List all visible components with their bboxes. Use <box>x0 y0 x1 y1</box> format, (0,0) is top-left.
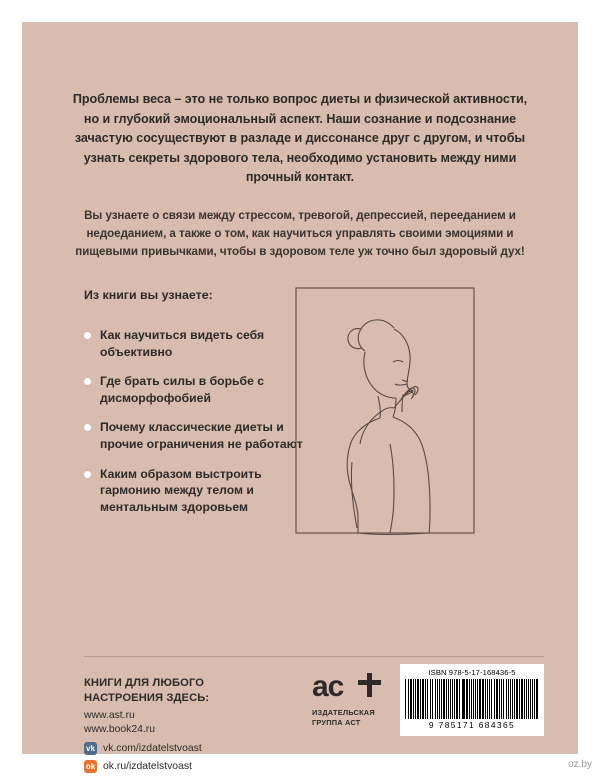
cover-footer <box>84 668 544 772</box>
description-paragraph-2: Вы узнаете о связи между стрессом, тревогой, депрессией, перееданием и недоеданием, а также о том, как научиться управлять своими эмоциями и пищевыми привычками, чтобы в здоровом теле уж точно был здоровый дух! <box>75 208 525 258</box>
list-item-label: Где брать силы в борьбе с дисморфофобией <box>100 374 265 405</box>
barcode-block <box>400 664 544 736</box>
list-item-label: Почему классические диеты и прочие ограничения не работают <box>100 420 303 451</box>
social-link-ok-label: ok.ru/izdatelstvoast <box>103 761 192 772</box>
social-link-vk[interactable] <box>84 742 294 755</box>
barcode-bars <box>405 679 539 719</box>
footer-title-line-2: НАСТРОЕНИЯ ЗДЕСЬ: <box>84 691 210 704</box>
publisher-name-line-1: ИЗДАТЕЛЬСКАЯ <box>312 708 375 717</box>
woman-line-art-illustration <box>290 284 482 552</box>
isbn-text: ISBN 978-5-17-168436-5 <box>428 668 516 677</box>
footer-url-book24[interactable]: www.book24.ru <box>84 724 156 735</box>
footer-title-line-1: КНИГИ ДЛЯ ЛЮБОГО <box>84 677 205 689</box>
list-item-label: Каким образом выстроить гармонию между телом и ментальным здоровьем <box>100 466 262 514</box>
publisher-logo <box>312 670 390 727</box>
list-item <box>84 419 309 452</box>
plus-icon-horizontal <box>358 680 381 685</box>
list-item-label: Как научиться видеть себя объективно <box>100 328 265 359</box>
list-heading: Из книги вы узнаете: <box>84 288 213 302</box>
plus-icon-vertical <box>367 673 372 697</box>
bullet-dot-icon <box>84 424 91 431</box>
barcode-digits: 9 785171 684365 <box>428 720 516 730</box>
social-link-ok[interactable] <box>84 760 294 773</box>
footer-url-ast[interactable]: www.ast.ru <box>84 710 135 721</box>
list-item <box>84 373 309 406</box>
book-back-cover <box>22 22 578 772</box>
watermark: oz.by <box>568 759 592 770</box>
ok-icon: ok <box>84 760 97 773</box>
vk-icon: vk <box>84 742 97 755</box>
footer-contacts <box>84 676 294 773</box>
bullet-dot-icon <box>84 378 91 385</box>
description-paragraph-1: Проблемы веса – это не только вопрос диеты и физической активности, но и глубокий эмоциональный аспект. Наши сознание и подсознание зачастую сосуществуют в разладе и диссонансе друг с другом, и чтобы узнать секреты здорового тела, необходимо установить между ними прочный контакт. <box>72 92 528 184</box>
publisher-logo-word: ac <box>312 670 344 703</box>
bullet-dot-icon <box>84 471 91 478</box>
list-item <box>84 327 309 360</box>
list-item <box>84 466 309 516</box>
bullet-list <box>84 327 309 528</box>
bullet-dot-icon <box>84 332 91 339</box>
footer-divider <box>84 656 544 657</box>
social-link-vk-label: vk.com/izdatelstvoast <box>103 743 202 754</box>
publisher-name-line-2: ГРУППА АСТ <box>312 717 361 727</box>
description-block <box>72 90 528 261</box>
